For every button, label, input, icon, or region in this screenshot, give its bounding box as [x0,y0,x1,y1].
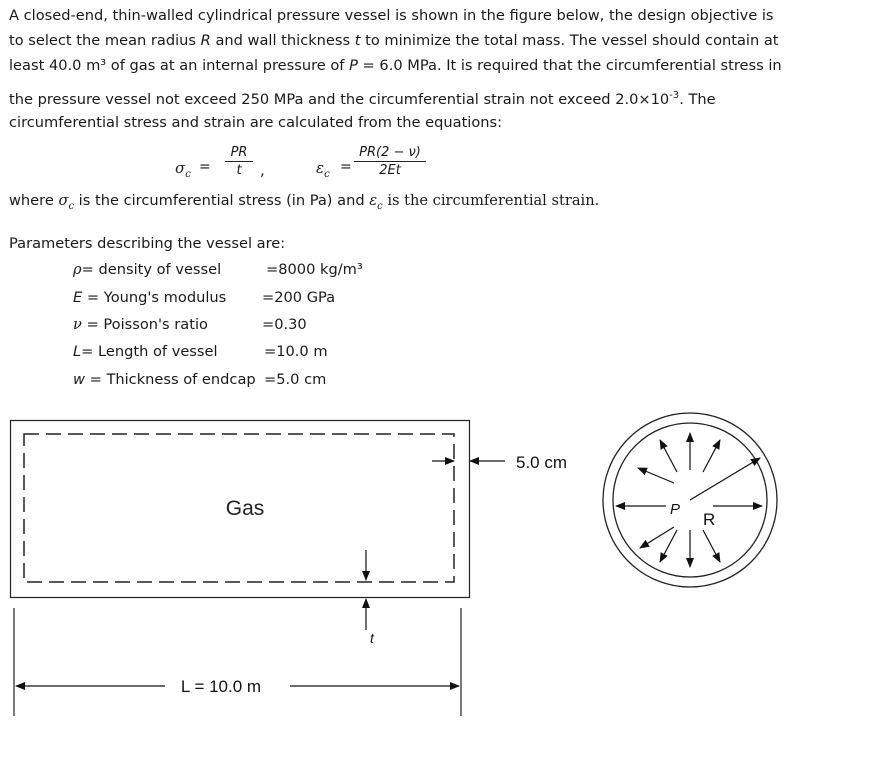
cross-section [603,413,777,587]
param-length: L= Length of vessel [73,343,218,360]
length-label: L = 10.0 m [180,677,262,696]
param-youngs: E = Young's modulus [73,289,227,306]
equals-sign-2: = [340,159,352,175]
intro-line-3: least 40.0 m³ of gas at an internal pressure of P = 6.0 MPa. It is required that the circumferential stress in [9,57,782,74]
comma: , [260,161,265,179]
stress-fraction: PR t [225,145,253,178]
intro-line-5: circumferential stress and strain are calculated from the equations: [9,114,503,131]
sigma-symbol: $\sigma_c$ [175,159,191,180]
param-density-value: =8000 kg/m³ [266,261,363,278]
params-heading: Parameters describing the vessel are: [9,235,286,252]
param-density: ρ= density of vessel [73,261,222,278]
intro-line-2: to select the mean radius R and wall thickness t to minimize the total mass. The vessel should contain at [9,32,779,49]
endcap-label: 5.0 cm [516,453,568,472]
intro-line-4: the pressure vessel not exceed 250 MPa and the circumferential strain not exceed $2.0\times 10^{-3}$. The [9,90,716,108]
param-endcap: w = Thickness of endcap [73,371,256,388]
param-poisson-value: =0.30 [262,316,307,333]
param-youngs-value: =200 GPa [262,289,336,306]
param-length-value: =10.0 m [264,343,328,360]
where-line: where $\sigma_c$ is the circumferential stress (in Pa) and $\varepsilon_c$ is the circumferential strain. [9,192,600,212]
equals-sign-1: = [199,159,211,175]
gas-label: Gas [225,497,265,520]
radius-label: R [703,510,716,529]
thickness-label: t [370,630,374,646]
param-poisson: ν = Poisson's ratio [73,316,208,333]
epsilon-symbol: $\varepsilon_c$ [316,159,330,180]
pressure-label: P [670,501,681,518]
param-endcap-value: =5.0 cm [264,371,327,388]
strain-fraction: PR(2 − ν) 2Et [354,145,426,178]
intro-line-1: A closed-end, thin-walled cylindrical pressure vessel is shown in the figure below, the design objective is [9,7,774,24]
